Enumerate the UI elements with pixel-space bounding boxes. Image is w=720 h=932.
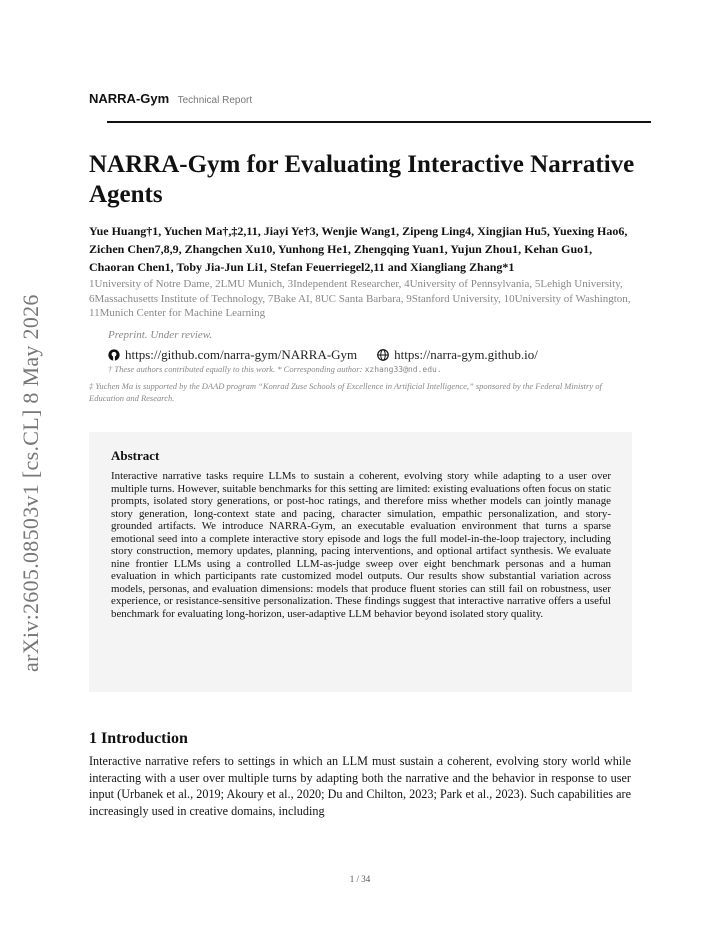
affiliations: 1University of Notre Dame, 2LMU Munich, 3Independent Researcher, 4University of Pennsylvania, 5Lehigh University, 6Massachusetts Institute of Technology, 7Bake AI, 8UC Santa Barbara, 9Stanford University, 10University of Washington, 11Munich Center for Machine Learning [89,278,631,319]
header-subtitle: Technical Report [177,95,253,106]
author-list: Yue Huang†1, Yuchen Ma†,‡2,11, Jiayi Ye†3, Wenjie Wang1, Zipeng Ling4, Xingjian Hu5, Yuexing Hao6, Zichen Chen7,8,9, Zhangchen Xu10, Yunhong He1, Zhengqing Yuan1, Yujun Zhou1, Kehan Guo1, Chaoran Chen1, Toby Jia-Jun Li1, Stefan Feuerriegel2,11 and Xiangliang Zhang*1 [89,224,628,274]
footnote-equal-contribution [108,364,442,374]
running-header [89,90,252,108]
abstract-heading: Abstract [111,448,160,463]
github-icon [108,349,120,361]
preprint-note: Preprint. Under review. [108,329,213,341]
globe-icon [377,349,389,361]
github-link[interactable] [108,347,357,363]
page-number: 1 / 34 [349,874,371,884]
links-row [108,347,538,363]
arxiv-sidebar-id: arXiv:2605.08503v1 [cs.CL] 8 May 2026 [18,294,43,672]
website-link[interactable] [377,347,538,363]
corresponding-email[interactable]: xzhang33@nd.edu. [364,365,442,374]
website-url[interactable]: https://narra-gym.github.io/ [394,347,538,362]
footnote-funding: ‡ Yuchen Ma is supported by the DAAD program “Konrad Zuse Schools of Excellence in Artificial Intelligence,” sponsored by the Federal Ministry of Education and Research. [89,381,602,403]
header-brand: NARRA-Gym [89,91,170,106]
github-url[interactable]: https://github.com/narra-gym/NARRA-Gym [125,347,358,362]
footnote-equal-text: † These authors contributed equally to this work. * Corresponding author: [108,364,363,374]
section-heading-introduction: 1 Introduction [89,730,188,747]
introduction-text: Interactive narrative refers to settings in which an LLM must sustain a coherent, evolving story world while interacting with a user over multiple turns by adapting both the narrative and the behavior in response to user input (Urbanek et al., 2019; Akoury et al., 2020; Du and Chilton, 2023; Park et al., 2023). Such capabilities are increasingly used in creative domains, including [89,754,631,818]
header-rule [107,121,651,123]
abstract-box [89,432,632,692]
abstract-text: Interactive narrative tasks require LLMs to sustain a coherent, evolving story while adapting to a user over multiple turns. However, suitable benchmarks for this setting are limited: existing evaluations often focus on static prompts, isolated story generations, or post-hoc ratings, and therefore miss whether models can jointly manage story generation, long-context state and pacing, character simulation, empathic personalization, and story-grounded artifacts. We introduce NARRA-Gym, an executable evaluation environment that turns a sparse emotional seed into a complete interactive story episode and logs the full model-in-the-loop trajectory, including story construction, memory updates, planning, pacing interventions, and optional artifact synthesis. We evaluate nine frontier LLMs using a controlled LLM-as-judge sweep over eight benchmark personas and a human evaluation in which participants rate customized model outputs. Our results show substantial variation across models, personas, and evaluation dimensions: models that produce fluent stories can still fail on robustness, user experience, or resistance-sensitive personalization. These findings suggest that interactive narrative offers a useful benchmark for evaluating long-horizon, user-adaptive LLM behavior beyond isolated story quality. [111,470,611,621]
paper-title: NARRA-Gym for Evaluating Interactive Narrative Agents [89,151,635,208]
